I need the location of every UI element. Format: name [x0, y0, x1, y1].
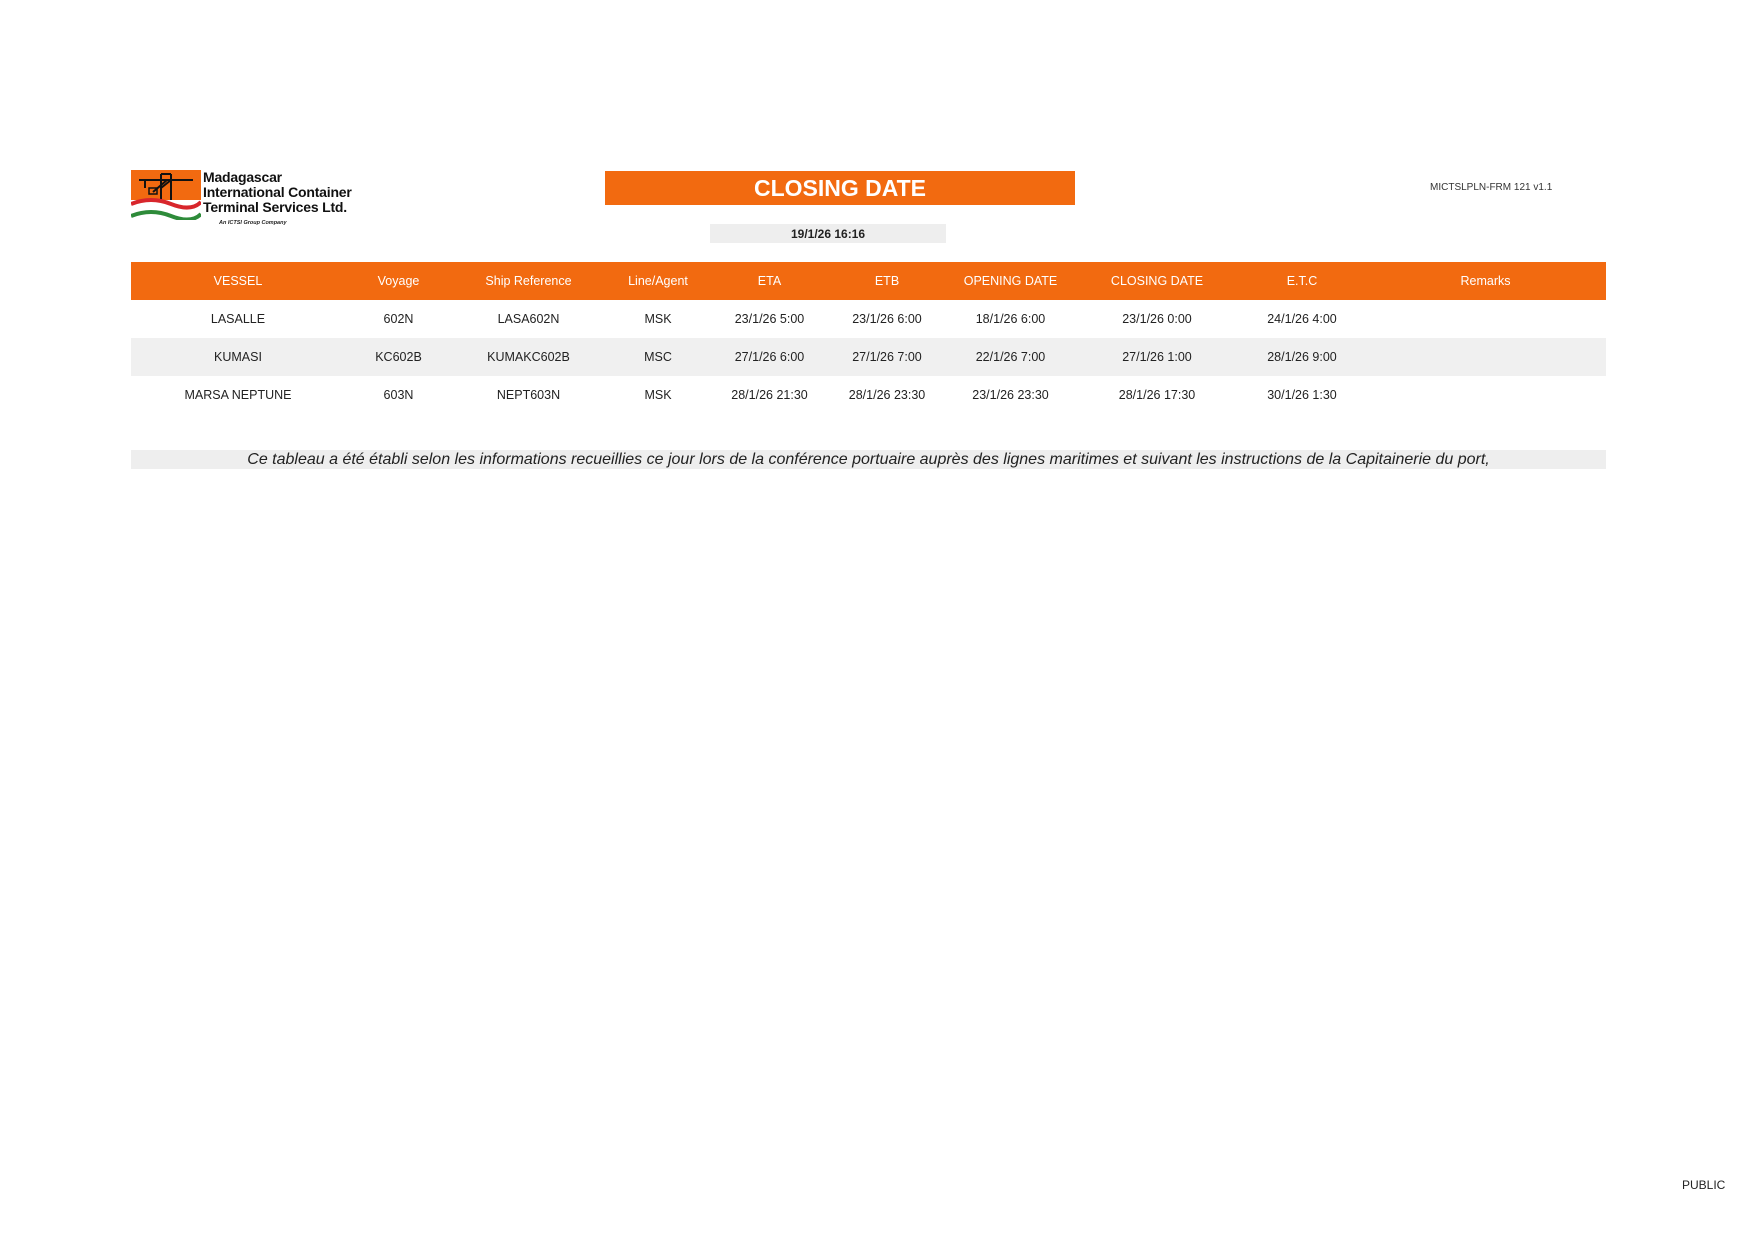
logo-company-name: Madagascar International Container Terminal Services Ltd. — [203, 169, 352, 215]
cell-opening-date: 22/1/26 7:00 — [975, 350, 1046, 364]
header-etb: ETB — [874, 274, 900, 288]
cell-line-agent: MSK — [644, 388, 672, 402]
cell-etb: 28/1/26 23:30 — [848, 388, 926, 402]
cell-vessel: MARSA NEPTUNE — [184, 388, 292, 402]
cell-line-agent: MSK — [644, 312, 672, 326]
cell-closing-date: 28/1/26 17:30 — [1118, 388, 1196, 402]
disclaimer-note: Ce tableau a été établi selon les informations recueillies ce jour lors de la conférence portuaire auprès des lignes maritimes et suivant les instructions de la Capitainerie du port, — [131, 450, 1606, 469]
cell-vessel: KUMASI — [214, 350, 262, 364]
cell-etb: 23/1/26 6:00 — [852, 312, 922, 326]
header-eta: ETA — [757, 274, 782, 288]
header-line-agent: Line/Agent — [628, 274, 688, 288]
cell-line-agent: MSC — [644, 350, 672, 364]
cell-ship-reference: LASA602N — [497, 312, 560, 326]
cell-etc: 28/1/26 9:00 — [1267, 350, 1337, 364]
classification-label: PUBLIC — [1682, 1178, 1726, 1192]
cell-ship-reference: KUMAKC602B — [487, 350, 570, 364]
cell-opening-date: 23/1/26 23:30 — [972, 388, 1049, 402]
cell-etc: 24/1/26 4:00 — [1267, 312, 1337, 326]
header-opening-date: OPENING DATE — [963, 274, 1058, 288]
cell-vessel: LASALLE — [210, 312, 266, 326]
header-vessel: VESSEL — [213, 274, 263, 288]
table-row — [131, 376, 1606, 414]
company-logo — [131, 170, 376, 230]
header-closing-date: CLOSING DATE — [1110, 274, 1204, 288]
page-title: CLOSING DATE — [605, 171, 1075, 205]
header-ship-reference: Ship Reference — [485, 274, 572, 288]
cell-eta: 27/1/26 6:00 — [734, 350, 805, 364]
table-row — [131, 300, 1606, 338]
cell-closing-date: 27/1/26 1:00 — [1122, 350, 1192, 364]
cell-voyage: 602N — [383, 312, 414, 326]
cell-voyage: 603N — [383, 388, 414, 402]
logo-tagline: An ICTSI Group Company — [219, 220, 287, 226]
cell-ship-reference: NEPT603N — [496, 388, 561, 402]
cell-eta: 28/1/26 21:30 — [731, 388, 808, 402]
crane-logo-icon — [131, 170, 201, 220]
header-remarks: Remarks — [1460, 274, 1511, 288]
header-etc: E.T.C — [1286, 274, 1318, 288]
header-voyage: Voyage — [377, 274, 420, 288]
cell-etc: 30/1/26 1:30 — [1267, 388, 1337, 402]
cell-voyage: KC602B — [375, 350, 422, 364]
generated-date: 19/1/26 16:16 — [710, 224, 946, 243]
form-code: MICTSLPLN-FRM 121 v1.1 — [1430, 182, 1553, 193]
cell-closing-date: 23/1/26 0:00 — [1122, 312, 1192, 326]
table-row — [131, 338, 1606, 376]
cell-opening-date: 18/1/26 6:00 — [975, 312, 1046, 326]
table-header-row — [131, 262, 1606, 300]
cell-etb: 27/1/26 7:00 — [852, 350, 922, 364]
cell-eta: 23/1/26 5:00 — [734, 312, 805, 326]
closing-date-table — [131, 262, 1606, 414]
